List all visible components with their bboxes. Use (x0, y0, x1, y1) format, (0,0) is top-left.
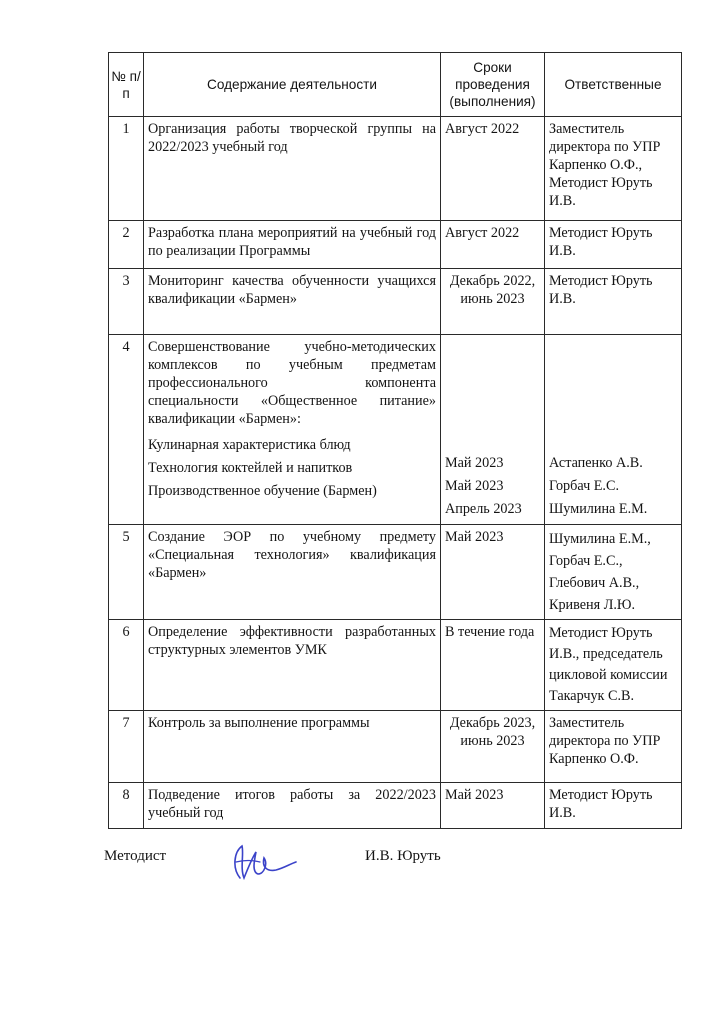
row-dates: Декабрь 2023, июнь 2023 (441, 711, 545, 783)
table-row (109, 221, 682, 269)
header-content: Содержание деятельности (144, 53, 441, 117)
subitem-dates: Апрель 2023 (445, 501, 522, 517)
table-row (109, 269, 682, 335)
handwritten-signature (218, 838, 298, 884)
table-row (109, 525, 682, 620)
signature-title: Методист (104, 848, 167, 864)
row-responsible: Методист Юруть И.В. (545, 269, 682, 335)
row-dates: Август 2022 (441, 221, 545, 269)
subitem-responsible: Горбач Е.С. (549, 478, 619, 494)
row-num: 2 (109, 221, 144, 269)
signature-name: И.В. Юруть (365, 848, 441, 864)
row-content: Контроль за выполнение программы (144, 711, 441, 783)
subitem-responsible: Шумилина Е.М. (549, 501, 648, 517)
row-content-main: Совершенствование учебно-методических комплексов по учебным предметам профессионального компонента специальности «Общественное питание» квалификации «Бармен»: (148, 339, 436, 427)
row-responsible: Шумилина Е.М., Горбач Е.С., Глебович А.В., Кривеня Л.Ю. (545, 525, 682, 620)
row-dates: Август 2022 (441, 117, 545, 221)
row-content: Создание ЭОР по учебному предмету «Специальная технология» квалификация «Бармен» (144, 525, 441, 620)
row-dates: В течение года (441, 620, 545, 711)
row-num: 4 (109, 335, 144, 525)
row-num: 7 (109, 711, 144, 783)
row-num: 6 (109, 620, 144, 711)
row-responsible (545, 335, 682, 525)
header-dates: Сроки проведения (выполнения) (441, 53, 545, 117)
table-row (109, 117, 682, 221)
row-dates: Май 2023 (441, 525, 545, 620)
row-num: 8 (109, 783, 144, 829)
row-content: Мониторинг качества обученности учащихся квалификации «Бармен» (144, 269, 441, 335)
header-responsible: Ответственные (545, 53, 682, 117)
row-responsible: Методист Юруть И.В. (545, 221, 682, 269)
row-num: 5 (109, 525, 144, 620)
table-row (109, 711, 682, 783)
row-responsible: Методист Юруть И.В., председатель цикловой комиссии Такарчук С.В. (545, 620, 682, 711)
row-content (144, 335, 441, 525)
subitem-responsible: Астапенко А.В. (549, 455, 643, 471)
row-dates (441, 335, 545, 525)
row-responsible: Методист Юруть И.В. (545, 783, 682, 829)
activity-plan-table (108, 52, 682, 829)
row-content: Определение эффективности разработанных структурных элементов УМК (144, 620, 441, 711)
row-responsible: Заместитель директора по УПР Карпенко О.Ф. (545, 711, 682, 783)
subitem-content: Производственное обучение (Бармен) (148, 483, 377, 499)
subitem-content: Кулинарная характеристика блюд (148, 437, 351, 453)
row-dates: Декабрь 2022, июнь 2023 (441, 269, 545, 335)
row-responsible: Заместитель директора по УПР Карпенко О.Ф., Методист Юруть И.В. (545, 117, 682, 221)
subitem-dates: Май 2023 (445, 455, 504, 471)
row-num: 1 (109, 117, 144, 221)
subitem-content: Технология коктейлей и напитков (148, 460, 353, 476)
row-content: Организация работы творческой группы на 2022/2023 учебный год (144, 117, 441, 221)
subitem-dates: Май 2023 (445, 478, 504, 494)
row-content: Разработка плана мероприятий на учебный год по реализации Программы (144, 221, 441, 269)
table-header-row (109, 53, 682, 117)
row-num: 3 (109, 269, 144, 335)
header-num: № п/п (109, 53, 144, 117)
table-row (109, 783, 682, 829)
table-row (109, 620, 682, 711)
row-dates: Май 2023 (441, 783, 545, 829)
table-row (109, 335, 682, 525)
row-content: Подведение итогов работы за 2022/2023 учебный год (144, 783, 441, 829)
